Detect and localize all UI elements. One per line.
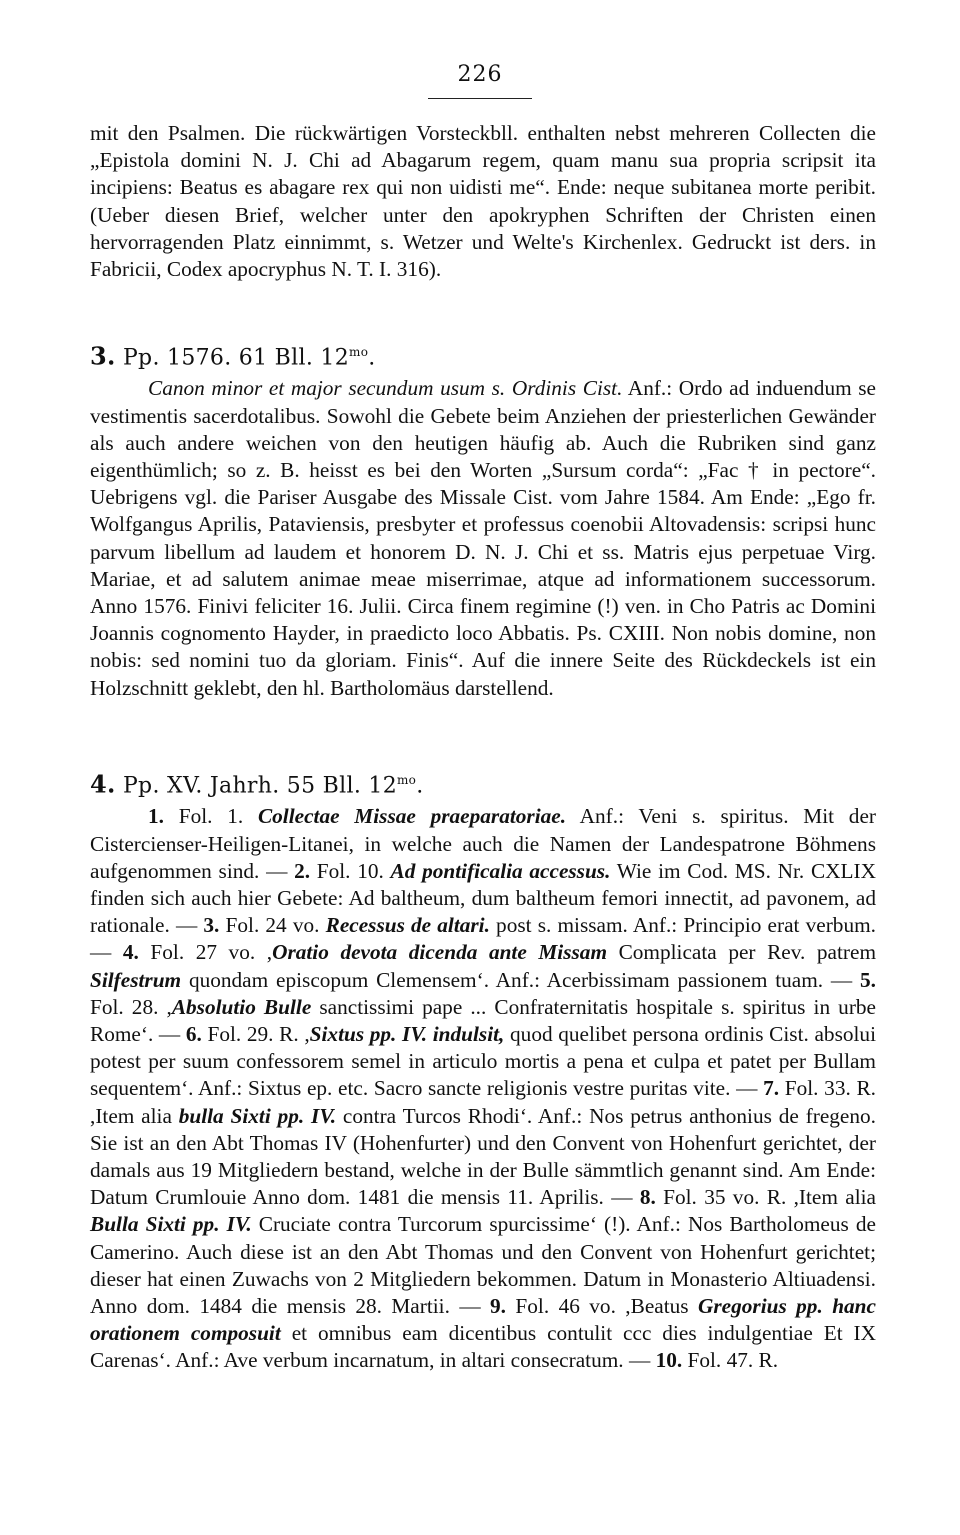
item-9-number: 9.	[490, 1293, 507, 1318]
item-5-number: 5.	[860, 967, 876, 992]
entry-3-number: 3.	[90, 341, 116, 371]
item-7-folio: Fol. 33. R. ,Item alia	[90, 1076, 876, 1128]
entry-4-heading-end: .	[416, 773, 424, 799]
item-8-title: Bulla Sixti pp. IV.	[90, 1212, 252, 1237]
item-6-title: Sixtus pp. IV. indulsit,	[309, 1021, 505, 1046]
entry-4-heading	[90, 765, 876, 801]
item-3-folio: Fol. 24 vo.	[219, 913, 326, 938]
entry-4-body	[90, 803, 876, 1374]
item-2-folio: Fol. 10.	[310, 858, 391, 883]
page-number: 226	[457, 62, 503, 87]
item-4-name: Silfestrum	[90, 967, 182, 992]
item-5-title: Absolutio Bulle	[171, 994, 312, 1019]
item-7-number: 7.	[763, 1076, 780, 1101]
entry-3-title: Canon minor et major secundum usum s. Ordinis Cist.	[148, 376, 623, 401]
item-3-text: post s. missam. Anf.: Principio erat verbum. —	[90, 913, 876, 965]
item-7-title: bulla Sixti pp. IV.	[178, 1103, 337, 1128]
item-6-folio: Fol. 29. R. ,	[201, 1021, 310, 1046]
item-4-folio: Fol. 27 vo. ,	[138, 940, 273, 965]
item-9-text: et omnibus eam dicentibus contulit ccc dies indulgentiae Et IX Carenas‘. Anf.: Ave verbum incarnatum, in altari consecratum. —	[90, 1321, 876, 1373]
item-7-text: contra Turcos Rhodi‘. Anf.: Nos petrus anthonius de fregeno. Sie ist an den Abt Thomas IV (Hohenfurter) und den Convent von Hohenfurt gerichtet, der damals aus 19 Mitgliedern bestand, welche in der Bulle sämmtlich genannt sind. Am Ende: Datum Crumlouie Anno dom. 1481 die mensis 11. Aprilis. —	[90, 1103, 876, 1210]
item-4-number: 4.	[122, 940, 139, 965]
page-number-rule	[428, 98, 532, 99]
item-10-folio: Fol. 47. R.	[682, 1348, 779, 1373]
item-2-title: Ad pontificalia accessus.	[390, 858, 611, 883]
entry-3-heading	[90, 337, 876, 373]
item-4-text: Complicata per Rev. patrem	[607, 940, 877, 965]
item-8-number: 8.	[639, 1185, 656, 1210]
entry-3-heading-end: .	[368, 345, 376, 371]
continued-paragraph: mit den Psalmen. Die rückwärtigen Vorsteckbll. enthalten nebst mehreren Collecten die „Epistola domini N. J. Chi ad Abagarum regem, quam manu sua propria scripsit ita incipiens: Beatus es abagare rex qui non uidisti me“. Ende: neque subitanea morte peribit. (Ueber diesen Brief, welcher unter den apokryphen Schriften der Christen einen hervorragenden Platz einnimmt, s. Wetzer und Welte's Kirchenlex. Gedruckt ist ders. in Fabricii, Codex apocryphus N. T. I. 316).	[90, 121, 876, 282]
entry-3-format-sup: mo	[349, 345, 369, 359]
item-3-title: Recessus de altari.	[325, 913, 490, 938]
entry-4-description: Pp. XV. Jahrh. 55 Bll. 12	[122, 773, 397, 799]
item-1-number: 1.	[148, 804, 164, 829]
entry-4-format-sup: mo	[397, 773, 417, 787]
entry-3-body	[90, 375, 876, 701]
item-4-title: Oratio devota dicenda ante Missam	[272, 940, 608, 965]
item-5-folio: Fol. 28. ,	[90, 994, 172, 1019]
item-9-folio: Fol. 46 vo. ,Beatus	[506, 1293, 698, 1318]
item-4-text-2: quondam episcopum Clemensem‘. Anf.: Acerbissimam passionem tuam. —	[181, 967, 861, 992]
item-9-title: Gregorius pp. hanc orationem composuit	[90, 1293, 876, 1346]
item-3-number: 3.	[203, 913, 220, 938]
item-8-text: Cruciate contra Turcorum spurcissime‘ (!). Anf.: Nos Bartholomeus de Camerino. Auch diese ist an den Abt Thomas und den Convent von Hohenfurt gerichtet; dieser hat einen Zuwachs von 2 Mitgliedern bekommen. Datum in Monasterio Altiuadensi. Anno dom. 1484 die mensis 28. Martii. —	[90, 1212, 876, 1318]
catalog-entry-4	[90, 765, 876, 1375]
entry-3-text: Anf.: Ordo ad induendum se vestimentis sacerdotalibus. Sowohl die Gebete beim Anziehen der priesterlichen Gewänder als auch andere weichen von den heutigen häufig ab. Auch die Rubriken sind ganz eigenthümlich; so z. B. heisst es bei den Worten „Sursum corda“: „Fac † in pectore“. Uebrigens vgl. die Pariser Ausgabe des Missale Cist. vom Jahre 1584. Am Ende: „Ego fr. Wolfgangus Aprilis, Pataviensis, presbyter et professus coenobii Altovadensis: scripsi hunc parvum libellum ad laudem et honorem D. N. J. Chi et ss. Matris ejus perpetuae Virg. Mariae, et ad salutem animae meae miserrimae, atque ad informationem successorum. Anno 1576. Finivi feliciter 16. Julii. Circa finem regimine (!) ven. in Cho Patris ac Domini Joannis cognomento Hayder, in praedicto loco Abbatis. Ps. CXIII. Non nobis domine, non nobis: sed nomini tuo da gloriam. Finis“. Auf die innere Seite des Rückdeckels ist ein Holzschnitt geklebt, den hl. Bartholomäus darstellend.	[90, 376, 876, 700]
item-10-number: 10.	[655, 1348, 683, 1373]
item-2-text: Wie im Cod. MS. Nr. CXLIX finden sich auch hier Gebete: Ad baltheum, dum baltheum femori innectit, ad pavonem, ad rationale. —	[90, 858, 877, 938]
item-6-number: 6.	[185, 1021, 202, 1046]
entry-3-description: Pp. 1576. 61 Bll. 12	[122, 345, 350, 371]
item-2-number: 2.	[294, 858, 311, 883]
item-6-text: quod quelibet persona ordinis Cist. absolui potest per suum confessorem semel in articulo mortis a pena et culpa et patet per Bullam sequentem‘. Anf.: Sixtus ep. etc. Sacro sancte religionis vestre puritas vite. —	[90, 1021, 877, 1101]
entry-4-number: 4.	[90, 769, 116, 799]
item-5-text: sanctissimi pape ... Confraternitatis hospitale s. spiritus in urbe Rome‘. —	[90, 994, 877, 1046]
catalog-entry-3	[90, 337, 876, 702]
item-1-folio: Fol. 1.	[178, 804, 244, 829]
item-1-text: Anf.: Veni s. spiritus. Mit der Cistercienser-Heiligen-Litanei, in welche auch die Namen der Landespatrone Böhmens aufgenommen sind. —	[90, 804, 877, 883]
item-1-title: Collectae Missae praeparatoriae.	[257, 804, 567, 829]
item-8-folio: Fol. 35 vo. R. ,Item alia	[655, 1185, 877, 1210]
